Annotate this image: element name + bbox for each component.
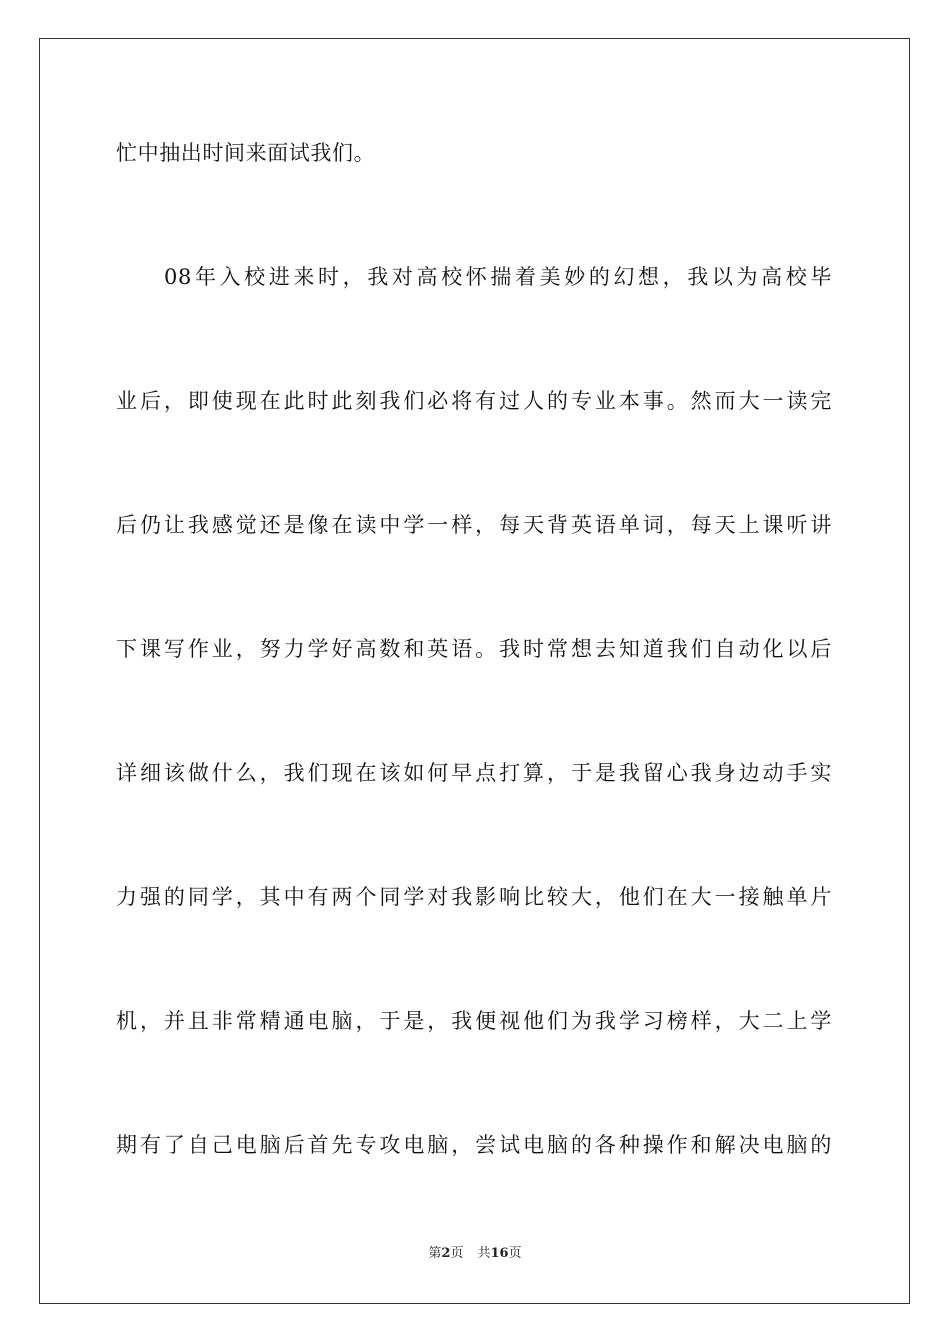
page-footer bbox=[0, 1245, 950, 1263]
page-label-suffix: 页 bbox=[450, 1246, 464, 1261]
text-line: 忙中抽出时间来面试我们。 bbox=[116, 141, 376, 165]
total-pages-number: 16 bbox=[490, 1246, 509, 1261]
text-line: 08年入校进来时，我对高校怀揣着美妙的幻想，我以为高校毕 bbox=[164, 265, 832, 289]
total-label-prefix: 共 bbox=[477, 1246, 491, 1261]
page-border bbox=[39, 38, 910, 1304]
text-line: 机，并且非常精通电脑，于是，我便视他们为我学习榜样，大二上学 bbox=[116, 1009, 832, 1033]
current-page-number: 2 bbox=[441, 1246, 451, 1261]
text-line: 业后，即使现在此时此刻我们必将有过人的专业本事。然而大一读完 bbox=[116, 389, 832, 413]
total-label-suffix: 页 bbox=[508, 1246, 522, 1261]
text-line: 详细该做什么，我们现在该如何早点打算，于是我留心我身边动手实 bbox=[116, 761, 832, 785]
text-line: 期有了自己电脑后首先专攻电脑，尝试电脑的各种操作和解决电脑的 bbox=[116, 1133, 832, 1157]
page-label-prefix: 第 bbox=[428, 1246, 442, 1261]
text-line: 力强的同学，其中有两个同学对我影响比较大，他们在大一接触单片 bbox=[116, 885, 832, 909]
text-line: 下课写作业，努力学好高数和英语。我时常想去知道我们自动化以后 bbox=[116, 637, 832, 661]
text-line: 后仍让我感觉还是像在读中学一样，每天背英语单词，每天上课听讲 bbox=[116, 513, 832, 537]
